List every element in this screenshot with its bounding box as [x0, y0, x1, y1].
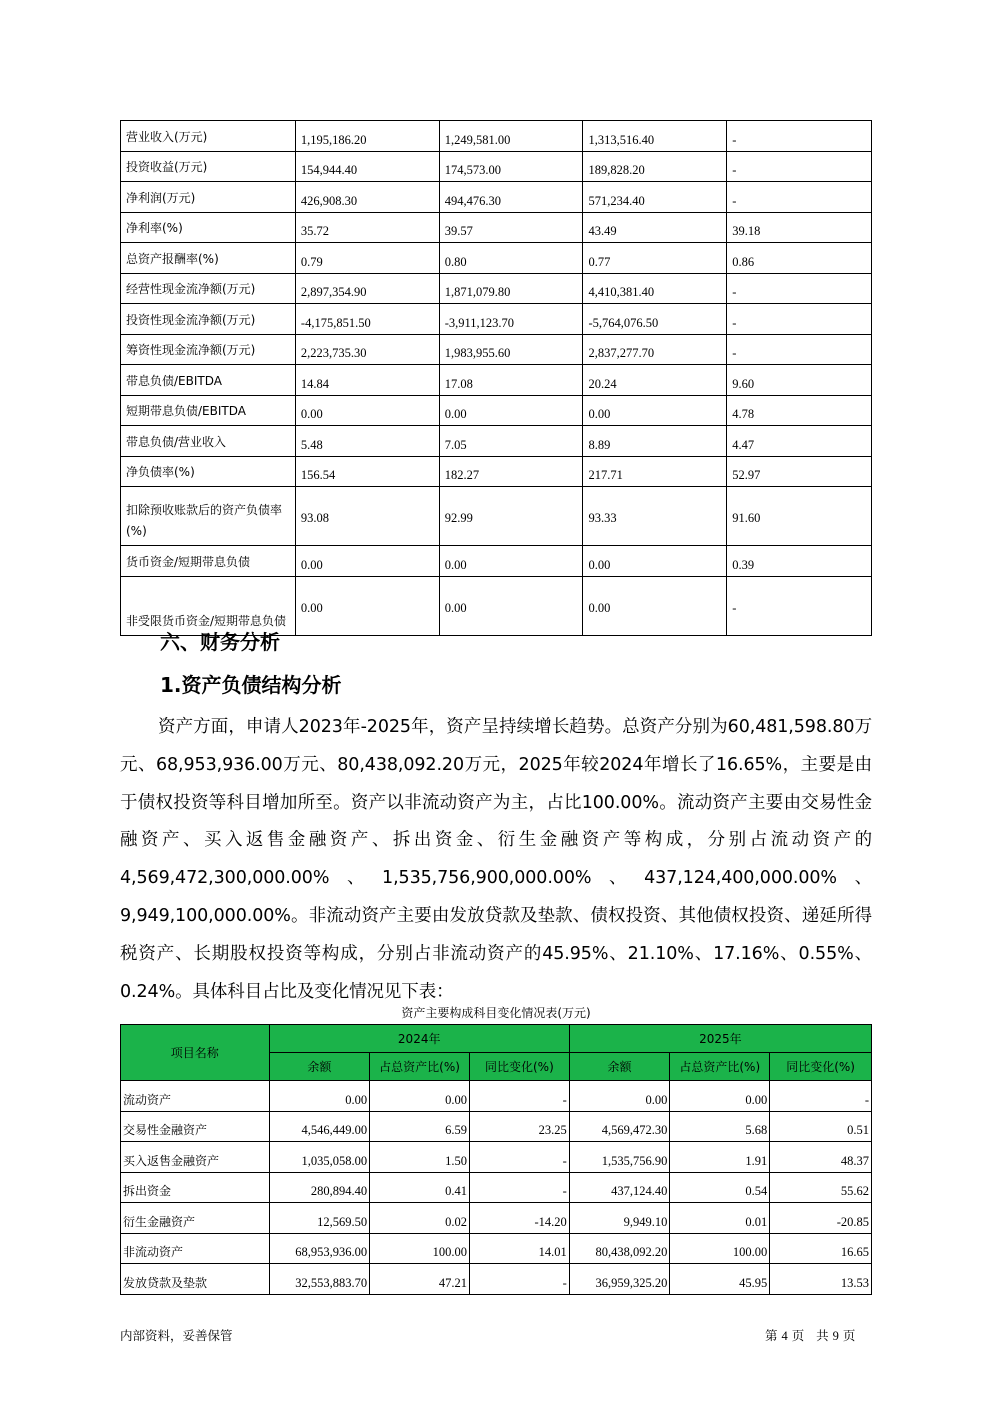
asset-value: 68,953,936.00 [269, 1233, 370, 1264]
metric-value: 571,234.40 [583, 182, 727, 213]
asset-value: 1,035,058.00 [269, 1142, 370, 1173]
asset-subheader: 占总资产比(%) [670, 1053, 770, 1081]
metric-label: 投资收益(万元) [121, 151, 296, 182]
metric-value: 0.00 [295, 546, 439, 577]
metric-value: 0.79 [295, 243, 439, 274]
asset-row [121, 1203, 872, 1234]
asset-value: 0.00 [670, 1081, 770, 1112]
metric-value: 39.57 [439, 212, 583, 243]
metric-value: 7.05 [439, 426, 583, 457]
metric-value: - [727, 121, 872, 152]
metrics-row [121, 151, 872, 182]
metric-value: - [727, 334, 872, 365]
asset-value: -20.85 [770, 1203, 872, 1234]
financial-metrics-body [121, 121, 872, 636]
asset-subheader: 同比变化(%) [469, 1053, 569, 1081]
metric-label: 货币资金/短期带息负债 [121, 546, 296, 577]
asset-subheader: 占总资产比(%) [370, 1053, 470, 1081]
metric-value: 156.54 [295, 456, 439, 487]
metric-value: 0.00 [295, 395, 439, 426]
metric-value: - [727, 273, 872, 304]
footer-total-prefix: 共 [816, 1328, 829, 1343]
asset-value: 13.53 [770, 1264, 872, 1295]
metric-value: 0.80 [439, 243, 583, 274]
metric-label: 带息负债/EBITDA [121, 365, 296, 396]
asset-value: 14.01 [469, 1233, 569, 1264]
asset-row [121, 1233, 872, 1264]
asset-value: 48.37 [770, 1142, 872, 1173]
metric-value: 4.78 [727, 395, 872, 426]
asset-value: 47.21 [370, 1264, 470, 1295]
metrics-row [121, 121, 872, 152]
asset-item-name: 发放贷款及垫款 [121, 1264, 270, 1295]
asset-value: - [469, 1264, 569, 1295]
asset-value: 437,124.40 [569, 1172, 670, 1203]
financial-metrics-table [120, 120, 872, 636]
metric-label: 净利润(万元) [121, 182, 296, 213]
metric-value: 1,871,079.80 [439, 273, 583, 304]
asset-value: 1.91 [670, 1142, 770, 1173]
metric-value: 4.47 [727, 426, 872, 457]
metrics-row [121, 426, 872, 457]
asset-value: 0.00 [370, 1081, 470, 1112]
metrics-row [121, 304, 872, 335]
metric-value: -5,764,076.50 [583, 304, 727, 335]
asset-item-name: 流动资产 [121, 1081, 270, 1112]
metric-value: 0.00 [583, 395, 727, 426]
footer-total: 9 [832, 1329, 839, 1343]
asset-value: 36,959,325.20 [569, 1264, 670, 1295]
section-subtitle: 1.资产负债结构分析 [160, 673, 342, 697]
metrics-row [121, 212, 872, 243]
asset-value: 0.54 [670, 1172, 770, 1203]
asset-value: 12,569.50 [269, 1203, 370, 1234]
metric-value: 9.60 [727, 365, 872, 396]
metric-value: -3,911,123.70 [439, 304, 583, 335]
metric-value: 43.49 [583, 212, 727, 243]
metric-value: 426,908.30 [295, 182, 439, 213]
asset-value: 16.65 [770, 1233, 872, 1264]
metric-value: 189,828.20 [583, 151, 727, 182]
metric-value: 52.97 [727, 456, 872, 487]
metric-value: -4,175,851.50 [295, 304, 439, 335]
metric-label: 带息负债/营业收入 [121, 426, 296, 457]
asset-value: 0.00 [269, 1081, 370, 1112]
asset-value: -14.20 [469, 1203, 569, 1234]
asset-value: - [469, 1142, 569, 1173]
asset-value: 280,894.40 [269, 1172, 370, 1203]
metric-value: 0.00 [439, 395, 583, 426]
footer-page-mid: 页 [791, 1328, 805, 1343]
footer-page: 4 [781, 1329, 788, 1343]
metric-value: 154,944.40 [295, 151, 439, 182]
asset-value: 0.02 [370, 1203, 470, 1234]
metrics-row [121, 182, 872, 213]
asset-item-name: 买入返售金融资产 [121, 1142, 270, 1173]
asset-value: 100.00 [670, 1233, 770, 1264]
metric-value: 4,410,381.40 [583, 273, 727, 304]
metric-value: - [727, 182, 872, 213]
asset-value: 6.59 [370, 1111, 470, 1142]
asset-value: - [469, 1081, 569, 1112]
footer-page-prefix: 第 [765, 1328, 778, 1343]
asset-value: 32,553,883.70 [269, 1264, 370, 1295]
asset-value: 0.00 [569, 1081, 670, 1112]
asset-value: 0.41 [370, 1172, 470, 1203]
asset-item-name: 非流动资产 [121, 1233, 270, 1264]
metric-label: 筹资性现金流净额(万元) [121, 334, 296, 365]
footer-page-number [765, 1326, 855, 1344]
metric-value: 0.00 [439, 546, 583, 577]
metric-label: 投资性现金流净额(万元) [121, 304, 296, 335]
metric-value: 35.72 [295, 212, 439, 243]
metric-value: 8.89 [583, 426, 727, 457]
metric-value: 91.60 [727, 487, 872, 546]
metric-value: 2,897,354.90 [295, 273, 439, 304]
metric-value: 0.00 [439, 576, 583, 635]
metric-label: 净利率(%) [121, 212, 296, 243]
metric-value: 0.00 [583, 576, 727, 635]
asset-value: 45.95 [670, 1264, 770, 1295]
year-2025-header: 2025年 [569, 1025, 871, 1053]
metric-value: 1,249,581.00 [439, 121, 583, 152]
asset-row [121, 1142, 872, 1173]
asset-subheader: 同比变化(%) [770, 1053, 872, 1081]
metric-value: 1,983,955.60 [439, 334, 583, 365]
metric-value: 92.99 [439, 487, 583, 546]
metric-label: 经营性现金流净额(万元) [121, 273, 296, 304]
metric-value: 2,837,277.70 [583, 334, 727, 365]
metric-value: 93.33 [583, 487, 727, 546]
asset-subheader: 余额 [269, 1053, 370, 1081]
metric-value: 17.08 [439, 365, 583, 396]
asset-value: - [770, 1081, 872, 1112]
asset-row [121, 1081, 872, 1112]
metric-label: 总资产报酬率(%) [121, 243, 296, 274]
metric-value: 174,573.00 [439, 151, 583, 182]
asset-row [121, 1172, 872, 1203]
item-name-header: 项目名称 [121, 1025, 270, 1081]
asset-value: - [469, 1172, 569, 1203]
asset-value: 5.68 [670, 1111, 770, 1142]
metric-value: 0.00 [295, 576, 439, 635]
asset-value: 0.01 [670, 1203, 770, 1234]
metric-value: 20.24 [583, 365, 727, 396]
metric-value: - [727, 576, 872, 635]
asset-structure-table [120, 1024, 872, 1295]
metric-value: 0.39 [727, 546, 872, 577]
asset-value: 0.51 [770, 1111, 872, 1142]
metrics-row [121, 456, 872, 487]
metrics-row [121, 365, 872, 396]
metric-value: 93.08 [295, 487, 439, 546]
metric-value: 39.18 [727, 212, 872, 243]
asset-value: 80,438,092.20 [569, 1233, 670, 1264]
asset-value: 1,535,756.90 [569, 1142, 670, 1173]
metric-label: 扣除预收账款后的资产负债率(%) [121, 487, 296, 546]
metric-value: 1,313,516.40 [583, 121, 727, 152]
asset-item-name: 交易性金融资产 [121, 1111, 270, 1142]
year-2024-header: 2024年 [269, 1025, 569, 1053]
metric-value: 182.27 [439, 456, 583, 487]
asset-table-body [121, 1081, 872, 1295]
metric-label: 短期带息负债/EBITDA [121, 395, 296, 426]
asset-value: 55.62 [770, 1172, 872, 1203]
metric-value: 0.77 [583, 243, 727, 274]
asset-item-name: 拆出资金 [121, 1172, 270, 1203]
metric-value: 217.71 [583, 456, 727, 487]
metrics-row [121, 546, 872, 577]
metric-label: 非受限货币资金/短期带息负债 [121, 576, 296, 635]
asset-item-name: 衍生金融资产 [121, 1203, 270, 1234]
metric-value: 1,195,186.20 [295, 121, 439, 152]
metrics-row [121, 243, 872, 274]
metric-value: 0.00 [583, 546, 727, 577]
asset-row [121, 1264, 872, 1295]
footer-total-suffix: 页 [842, 1328, 856, 1343]
asset-subheader: 余额 [569, 1053, 670, 1081]
metric-value: - [727, 151, 872, 182]
footer-confidential: 内部资料，妥善保管 [120, 1328, 233, 1343]
metric-value: - [727, 304, 872, 335]
asset-value: 100.00 [370, 1233, 470, 1264]
metric-label: 净负债率(%) [121, 456, 296, 487]
metrics-row [121, 395, 872, 426]
metrics-row [121, 487, 872, 546]
metric-value: 494,476.30 [439, 182, 583, 213]
asset-table-caption: 资产主要构成科目变化情况表(万元) [401, 1006, 591, 1020]
section-title: 六、财务分析 [160, 630, 280, 654]
metric-value: 5.48 [295, 426, 439, 457]
asset-value: 23.25 [469, 1111, 569, 1142]
asset-row [121, 1111, 872, 1142]
metric-value: 14.84 [295, 365, 439, 396]
asset-value: 9,949.10 [569, 1203, 670, 1234]
metric-value: 2,223,735.30 [295, 334, 439, 365]
metrics-row [121, 273, 872, 304]
metric-value: 0.86 [727, 243, 872, 274]
metric-label: 营业收入(万元) [121, 121, 296, 152]
asset-value: 1.50 [370, 1142, 470, 1173]
analysis-paragraph: 资产方面，申请人2023年-2025年，资产呈持续增长趋势。总资产分别为60,481,598.80万元、68,953,936.00万元、80,438,092.20万元，2025年较2024年增长了16.65%，主要是由于债权投资等科目增加所至。资产以非流动资产为主，占比100.00%。流动资产主要由交易性金融资产、买入返售金融资产、拆出资金、衍生金融资产等构成，分别占流动资产的4,569,472,300,000.00%、1,535,756,900,000.00%、437,124,400,000.00%、9,949,100,000.00%。非流动资产主要由发放贷款及垫款、债权投资、其他债权投资、递延所得税资产、长期股权投资等构成，分别占非流动资产的45.95%、21.10%、17.16%、0.55%、0.24%。具体科目占比及变化情况见下表： [120, 717, 872, 1002]
metrics-row [121, 334, 872, 365]
asset-value: 4,546,449.00 [269, 1111, 370, 1142]
asset-value: 4,569,472.30 [569, 1111, 670, 1142]
